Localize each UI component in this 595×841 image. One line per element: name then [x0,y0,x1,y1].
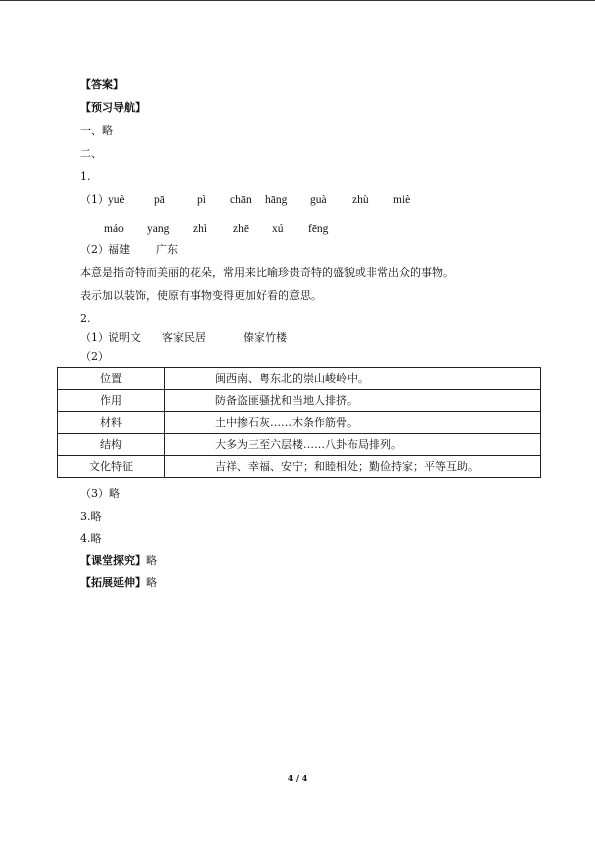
pinyin-syllable: guà [310,194,327,206]
preview-heading: 【预习导航】 [80,101,146,114]
answer-province: 广东 [156,243,178,256]
paragraph: 本意是指奇特而美丽的花朵，常用来比喻珍贵奇特的盛貌或非常出众的事物。 [80,266,454,279]
pinyin-syllable: pā [154,194,165,206]
header-rule [0,0,595,1]
pinyin-syllable: zhì [193,223,208,235]
table-key: 结构 [58,434,165,456]
paragraph: 表示加以装饰，使原有事物变得更加好看的意思。 [80,289,322,302]
pinyin-syllable: zhē [233,223,249,235]
table-value: 吉祥、幸福、安宁；和睦相处；勤俭持家；平等互助。 [165,456,541,478]
table-key: 位置 [58,368,165,390]
section-two: 二、 [80,147,102,160]
pinyin-syllable: fēng [308,223,329,235]
answer-text: 客家民居 [162,331,206,344]
extension-text: 略 [146,576,157,589]
table-row [58,412,541,434]
table-key: 材料 [58,412,165,434]
answer-heading: 【答案】 [80,78,124,91]
item-3: 3.略 [80,510,102,523]
table-value: 大多为三至六层楼……八卦布局排列。 [165,434,541,456]
table-key: 作用 [58,390,165,412]
table-row [58,390,541,412]
table-row [58,368,541,390]
question-2-label: （2） [80,243,109,256]
answer-province: 福建 [108,243,130,256]
pinyin-syllable: yang [147,223,170,235]
item-2-question-3: （3）略 [80,487,120,500]
pinyin-syllable: hāng [265,194,288,206]
answer-text: 说明文 [108,331,141,344]
pinyin-syllable: zhù [352,194,369,206]
classroom-section [80,554,157,568]
item-2-question-2-label: （2） [80,350,109,363]
table-row [58,456,541,478]
item-1-label: 1. [80,170,91,183]
table-value: 防备盗匪骚扰和当地人排挤。 [165,390,541,412]
page-number: 4 / 4 [287,773,308,783]
pinyin-syllable: miè [393,194,411,206]
pinyin-syllable: xú [272,223,284,235]
pinyin-syllable: yuè [108,194,125,206]
tulou-info-table [57,367,541,478]
extension-heading: 【拓展延伸】 [80,576,146,589]
answer-text: 傣家竹楼 [243,331,287,344]
pinyin-syllable: chān [230,194,252,206]
table-row [58,434,541,456]
item-2-question-1-label: （1） [80,331,109,344]
table-key: 文化特征 [58,456,165,478]
item-4: 4.略 [80,532,102,545]
classroom-heading: 【课堂探究】 [80,554,146,567]
pinyin-syllable: pì [197,194,206,206]
table-value: 闽西南、粤东北的崇山峻岭中。 [165,368,541,390]
extension-section [80,576,157,590]
table-value: 土中掺石灰……木条作筋骨。 [165,412,541,434]
item-2-label: 2. [80,312,91,325]
classroom-text: 略 [146,554,157,567]
question-1-label: （1） [80,193,109,206]
pinyin-syllable: máo [104,223,124,235]
section-one: 一、略 [80,124,113,137]
